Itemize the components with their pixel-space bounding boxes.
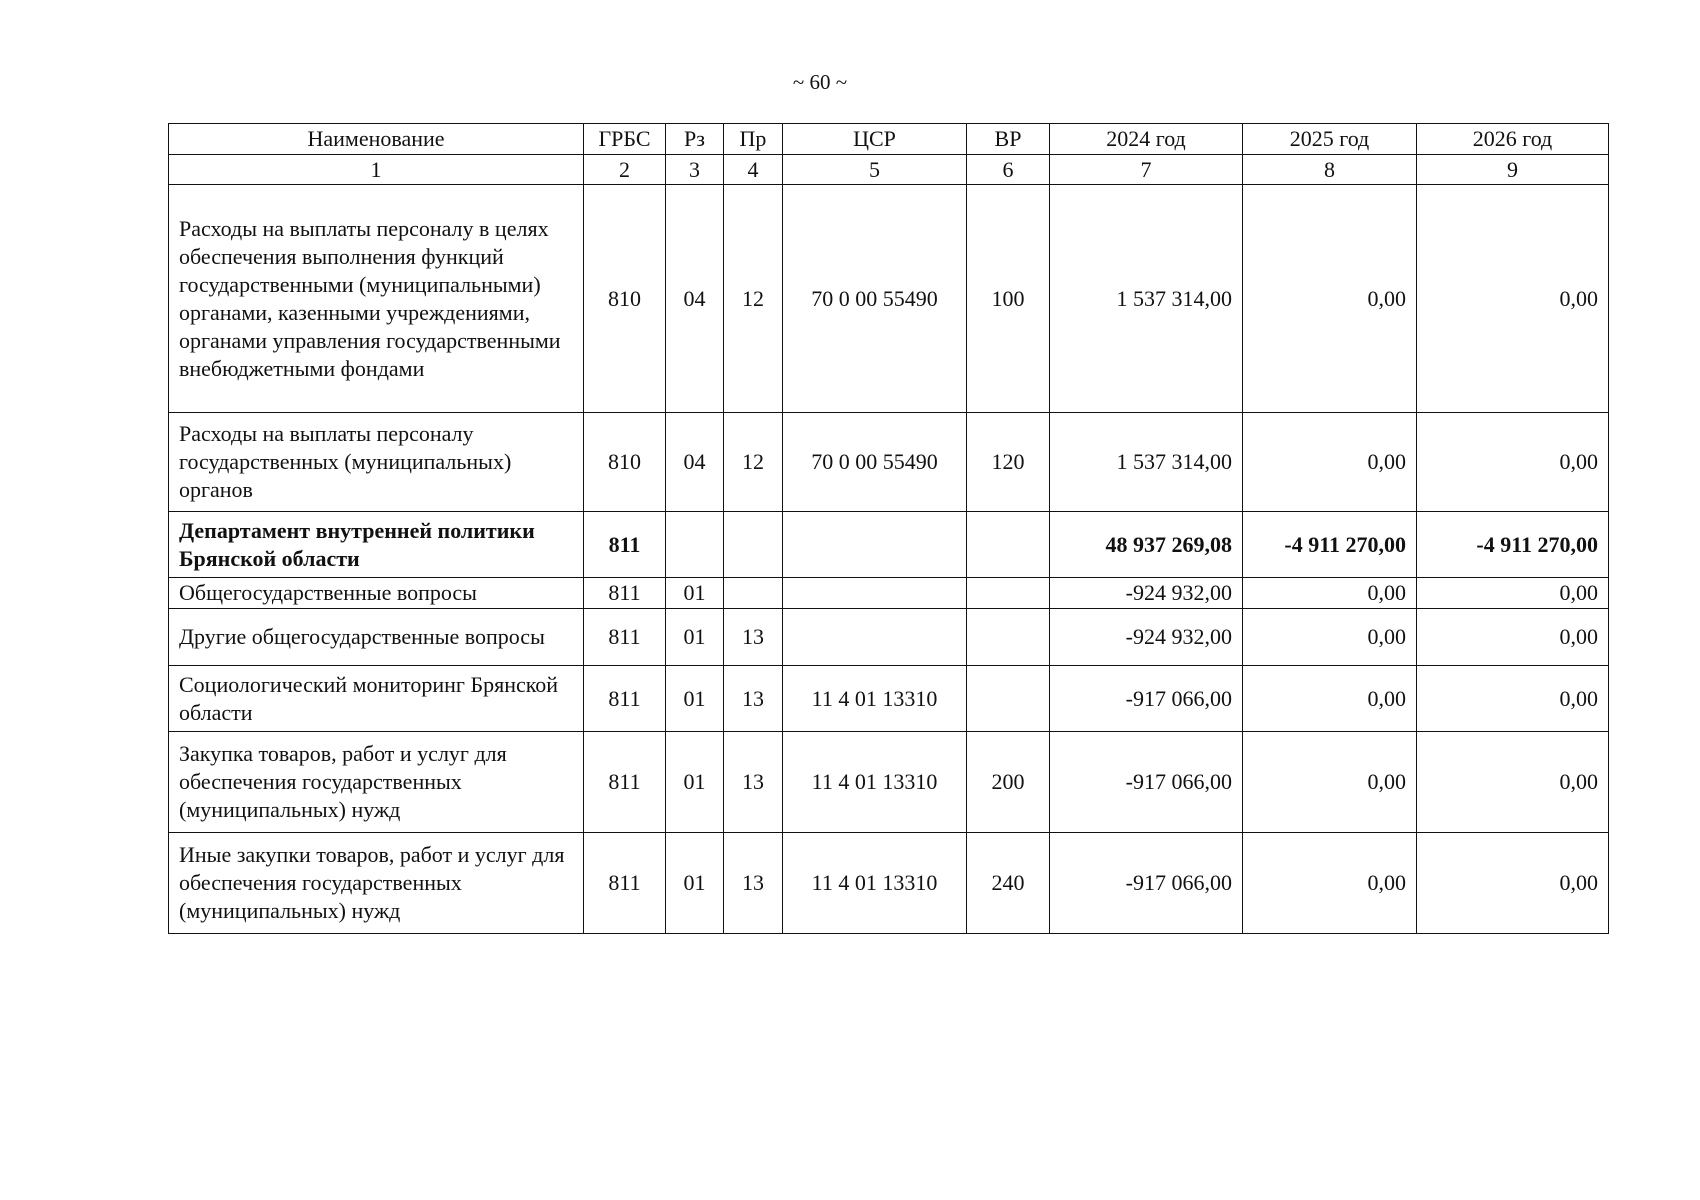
row-csr <box>783 578 967 609</box>
table-row <box>169 185 1609 413</box>
table-row <box>169 732 1609 833</box>
row-grbs: 811 <box>584 833 666 934</box>
row-2025: 0,00 <box>1243 833 1417 934</box>
header-pr: Пр <box>724 124 783 155</box>
row-csr: 11 4 01 13310 <box>783 732 967 833</box>
row-vr <box>967 666 1050 732</box>
table-row <box>169 833 1609 934</box>
row-2024: -924 932,00 <box>1050 578 1243 609</box>
row-2024: -917 066,00 <box>1050 666 1243 732</box>
header-name: Наименование <box>169 124 584 155</box>
table-row <box>169 512 1609 578</box>
table-row <box>169 666 1609 732</box>
row-grbs: 811 <box>584 609 666 666</box>
row-pr: 13 <box>724 833 783 934</box>
row-2025: -4 911 270,00 <box>1243 512 1417 578</box>
row-2026: 0,00 <box>1417 185 1609 413</box>
table-row <box>169 578 1609 609</box>
row-2026: 0,00 <box>1417 609 1609 666</box>
row-csr <box>783 609 967 666</box>
row-name: Расходы на выплаты персоналу государственных (муниципальных) органов <box>169 413 584 512</box>
row-rz: 01 <box>666 578 724 609</box>
column-number: 5 <box>783 155 967 185</box>
table-row <box>169 609 1609 666</box>
row-rz: 04 <box>666 413 724 512</box>
row-pr <box>724 578 783 609</box>
row-grbs: 811 <box>584 512 666 578</box>
row-grbs: 811 <box>584 578 666 609</box>
row-vr <box>967 578 1050 609</box>
row-grbs: 810 <box>584 185 666 413</box>
row-name: Закупка товаров, работ и услуг для обеспечения государственных (муниципальных) нужд <box>169 732 584 833</box>
row-2025: 0,00 <box>1243 578 1417 609</box>
row-vr: 200 <box>967 732 1050 833</box>
row-vr <box>967 512 1050 578</box>
row-csr: 70 0 00 55490 <box>783 413 967 512</box>
row-vr: 100 <box>967 185 1050 413</box>
row-2026: 0,00 <box>1417 413 1609 512</box>
column-number: 4 <box>724 155 783 185</box>
row-name: Расходы на выплаты персоналу в целях обеспечения выполнения функций государственными (муниципальными) органами, казенными учреждениями, органами управления государственными внебюджетными фондами <box>169 185 584 413</box>
row-2026: 0,00 <box>1417 732 1609 833</box>
row-2026: 0,00 <box>1417 833 1609 934</box>
column-number: 6 <box>967 155 1050 185</box>
budget-table <box>168 123 1609 934</box>
header-2024: 2024 год <box>1050 124 1243 155</box>
row-rz: 01 <box>666 833 724 934</box>
row-pr: 12 <box>724 185 783 413</box>
row-rz: 01 <box>666 609 724 666</box>
page-number: ~ 60 ~ <box>792 70 848 94</box>
column-number: 3 <box>666 155 724 185</box>
header-rz: Рз <box>666 124 724 155</box>
row-2025: 0,00 <box>1243 666 1417 732</box>
column-number-row <box>169 155 1609 185</box>
column-number: 7 <box>1050 155 1243 185</box>
header-row <box>169 124 1609 155</box>
row-2024: -917 066,00 <box>1050 833 1243 934</box>
row-vr: 240 <box>967 833 1050 934</box>
row-pr: 13 <box>724 609 783 666</box>
row-vr <box>967 609 1050 666</box>
row-name: Другие общегосударственные вопросы <box>169 609 584 666</box>
row-2025: 0,00 <box>1243 609 1417 666</box>
row-pr <box>724 512 783 578</box>
row-rz <box>666 512 724 578</box>
row-csr: 70 0 00 55490 <box>783 185 967 413</box>
row-2026: -4 911 270,00 <box>1417 512 1609 578</box>
column-number: 8 <box>1243 155 1417 185</box>
column-number: 2 <box>584 155 666 185</box>
row-csr: 11 4 01 13310 <box>783 833 967 934</box>
table-row <box>169 413 1609 512</box>
row-pr: 13 <box>724 732 783 833</box>
row-pr: 13 <box>724 666 783 732</box>
row-2026: 0,00 <box>1417 578 1609 609</box>
header-vr: ВР <box>967 124 1050 155</box>
row-2025: 0,00 <box>1243 732 1417 833</box>
row-2025: 0,00 <box>1243 413 1417 512</box>
row-2024: 48 937 269,08 <box>1050 512 1243 578</box>
row-2024: 1 537 314,00 <box>1050 413 1243 512</box>
row-2024: -924 932,00 <box>1050 609 1243 666</box>
header-grbs: ГРБС <box>584 124 666 155</box>
row-2024: 1 537 314,00 <box>1050 185 1243 413</box>
column-number: 9 <box>1417 155 1609 185</box>
row-rz: 04 <box>666 185 724 413</box>
column-number: 1 <box>169 155 584 185</box>
header-csr: ЦСР <box>783 124 967 155</box>
header-2025: 2025 год <box>1243 124 1417 155</box>
row-2026: 0,00 <box>1417 666 1609 732</box>
row-pr: 12 <box>724 413 783 512</box>
row-grbs: 811 <box>584 732 666 833</box>
row-name: Социологический мониторинг Брянской области <box>169 666 584 732</box>
row-2024: -917 066,00 <box>1050 732 1243 833</box>
row-grbs: 810 <box>584 413 666 512</box>
row-name: Иные закупки товаров, работ и услуг для обеспечения государственных (муниципальных) нужд <box>169 833 584 934</box>
row-grbs: 811 <box>584 666 666 732</box>
header-2026: 2026 год <box>1417 124 1609 155</box>
row-2025: 0,00 <box>1243 185 1417 413</box>
row-rz: 01 <box>666 666 724 732</box>
row-csr <box>783 512 967 578</box>
row-name: Общегосударственные вопросы <box>169 578 584 609</box>
row-vr: 120 <box>967 413 1050 512</box>
row-rz: 01 <box>666 732 724 833</box>
row-name: Департамент внутренней политики Брянской области <box>169 512 584 578</box>
row-csr: 11 4 01 13310 <box>783 666 967 732</box>
